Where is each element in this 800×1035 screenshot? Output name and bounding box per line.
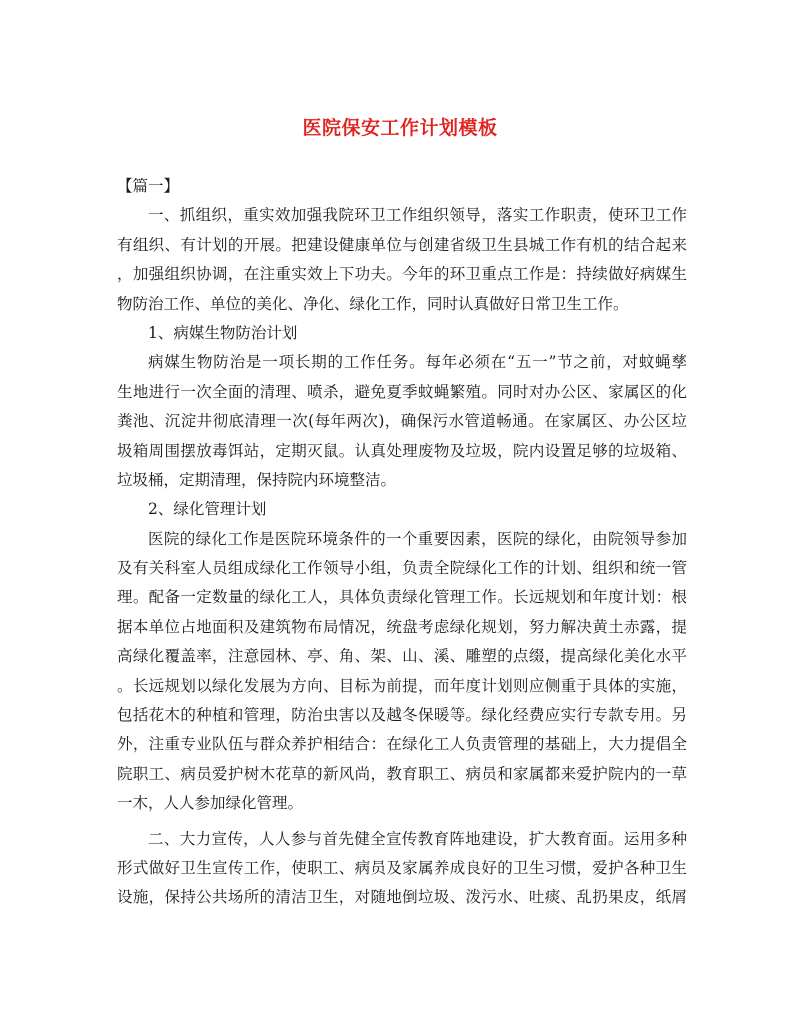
paragraph-line: 有组织、有计划的开展。把建设健康单位与创建省级卫生县城工作有机的结合起来 [117,235,687,254]
paragraph-4 [117,825,687,913]
paragraph-line: ，加强组织协调，在注重实效上下功夫。今年的环卫重点工作是：持续做好病媒生 [117,265,687,284]
paragraph-line: 及有关科室人员组成绿化工作领导小组，负责全院绿化工作的计划、组织和统一管 [117,559,687,578]
paragraph-line: 院职工、病员爱护树木花草的新风尚，教育职工、病员和家属都来爱护院内的一草 [117,764,687,783]
paragraph-line: 圾箱周围摆放毒饵站，定期灭鼠。认真处理废物及垃圾，院内设置足够的垃圾箱、 [117,441,687,460]
paragraph-line: 病媒生物防治是一项长期的工作任务。每年必须在“五一”节之前，对蚊蝇孳 [148,353,687,372]
paragraph-line: 医院的绿化工作是医院环境条件的一个重要因素，医院的绿化，由院领导参加 [148,529,687,548]
heading-pest-control: 1、病媒生物防治计划 [148,323,298,342]
paragraph-line: 据本单位占地面积及建筑物布局情况，统盘考虑绿化规划，努力解决黄土赤露，提 [117,617,687,636]
heading-greening: 2、绿化管理计划 [148,500,267,519]
paragraph-line: 高绿化覆盖率，注意园林、亭、角、架、山、溪、雕塑的点缀，提高绿化美化水平 [117,647,687,666]
paragraph-line: 生地进行一次全面的清理、喷杀，避免夏季蚊蝇繁殖。同时对办公区、家属区的化 [117,382,687,401]
paragraph-line: 理。配备一定数量的绿化工人，具体负责绿化管理工作。长远规划和年度计划：根 [117,588,687,607]
section-label: 【篇一】 [117,177,180,195]
paragraph-line: 二、大力宣传，人人参与首先健全宣传教育阵地建设，扩大教育面。运用多种 [148,829,687,848]
paragraph-line: 物防治工作、单位的美化、净化、绿化工作，同时认真做好日常卫生工作。 [117,294,629,313]
paragraph-line: 外，注重专业队伍与群众养护相结合：在绿化工人负责管理的基础上，大力提倡全 [117,735,687,754]
paragraph-line: 。长远规划以绿化发展为方向、目标为前提，而年度计划则应侧重于具体的实施， [117,676,687,695]
paragraph-line: 形式做好卫生宣传工作，使职工、病员及家属养成良好的卫生习惯，爱护各种卫生 [117,858,687,877]
paragraph-line: 粪池、沉淀井彻底清理一次(每年两次)，确保污水管道畅通。在家属区、办公区垃 [117,412,687,431]
document-title: 医院保安工作计划模板 [302,117,498,139]
document-body [117,172,687,913]
paragraph-2 [117,348,687,495]
paragraph-line: 设施，保持公共场所的清洁卫生，对随地倒垃圾、泼污水、吐痰、乱扔果皮，纸屑 [117,888,687,907]
paragraph-line: 垃圾桶，定期清理，保持院内环境整洁。 [117,470,397,489]
paragraph-line: 一、抓组织，重实效加强我院环卫工作组织领导，落实工作职责，使环卫工作 [148,206,687,225]
paragraph-1 [117,201,687,319]
paragraph-line: 一木，人人参加绿化管理。 [117,794,304,813]
paragraph-line: 包括花木的种植和管理，防治虫害以及越冬保暖等。绿化经费应实行专款专用。另 [117,706,687,725]
paragraph-3 [117,525,687,819]
